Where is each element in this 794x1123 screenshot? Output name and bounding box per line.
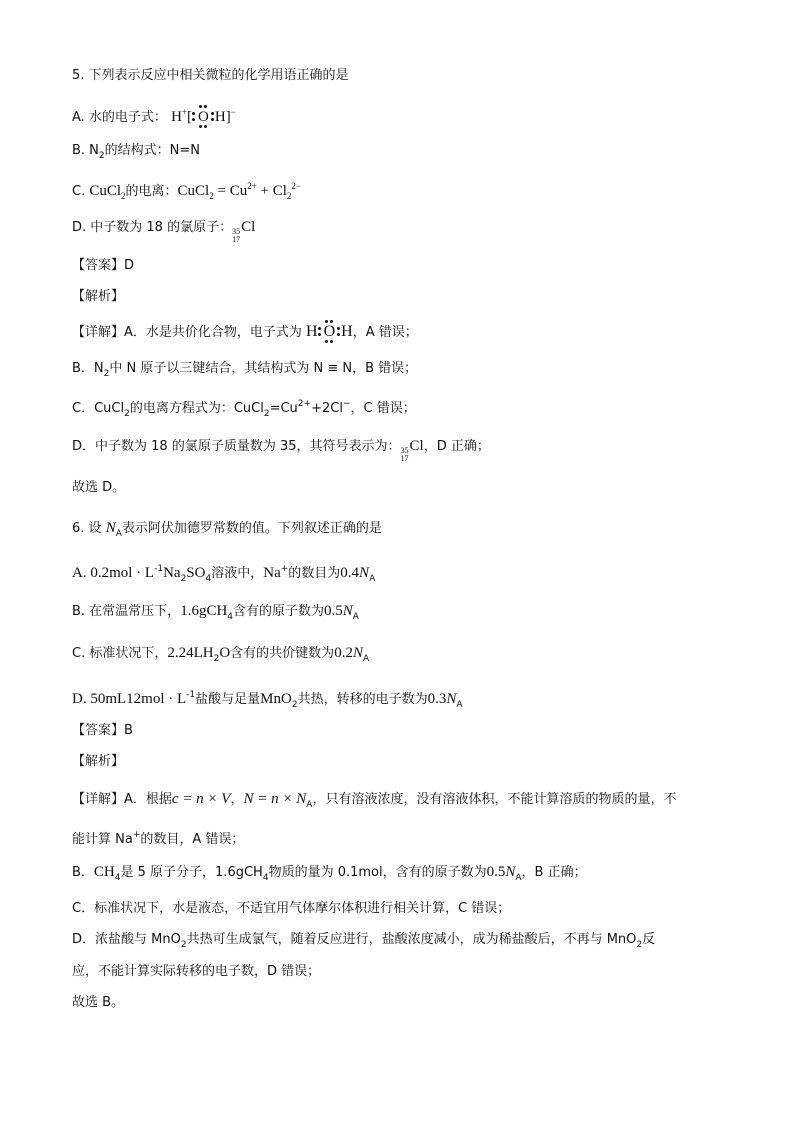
q5-answer: 【答案】D <box>72 258 135 273</box>
q5-option-a: A. 水的电子式： H+[ O H]− <box>72 102 236 128</box>
q5-choose: 故选 D。 <box>72 480 126 495</box>
q5-detail-b: B．$N_2$中 N 原子以三键结合，其结构式为 N ≡ N，B 错误； <box>72 361 418 379</box>
q5-stem: 5. 下列表示反应中相关微粒的化学用语正确的是 <box>72 68 349 83</box>
q6-detail-a: 【详解】A．根据c = n × V，$N = n \times N_A$，只有溶液浓度，没有溶液体积，不能计算溶质的物质的量，不 <box>72 791 677 810</box>
water-wrong-formula: H+[ O H]− <box>171 109 236 125</box>
q5-option-d: D. 中子数为 18 的氯原子： 35 17 Cl <box>72 219 256 244</box>
q5-detail-a: 【详解】A．水是共价化合物，电子式为 H O H，A 错误； <box>72 322 418 343</box>
q6-detail-d-cont: 应，不能计算实际转移的电子数，D 错误； <box>72 964 321 979</box>
q6-stem: 6. 设 $N_A$表示阿伏加德罗常数的值。下列叙述正确的是 <box>72 520 382 539</box>
q6-option-d: D. $50mL12mol \cdot L^{-1}$盐酸与足量MnO$_2$共热，转移的电子数为$0.3N_A$ <box>72 690 463 710</box>
q6-option-a: A. $0.2mol \cdot L^{-1}Na_2SO_4$溶液中，Na+的数目为$0.4N_A$ <box>72 564 376 584</box>
q5-option-b: B. $N_2$的结构式：N=N <box>72 143 200 161</box>
q5-detail-d: D．中子数为 18 的氯原子质量数为 35，其符号表示为： 35 17 Cl，D 正确； <box>72 438 490 463</box>
q5-option-c: C. CuCl$_2$的电离：CuCl$_2$ = $Cu^{2+} + Cl_2^{2-}$ <box>72 181 301 201</box>
q6-answer: 【答案】B <box>72 723 133 738</box>
q6-option-b: B. 在常温常压下，1.6gCH$_4$含有的原子数为$0.5N_A$ <box>72 603 359 622</box>
q6-analysis-heading: 【解析】 <box>72 754 125 769</box>
isotope-notation: 35 17 <box>232 227 241 244</box>
q6-detail-b: B．$CH_4$是 5 原子分子，1.6gCH$_4$物质的量为 0.1mol，含有的原子数为$0.5N_A$，B 正确； <box>72 864 587 883</box>
q6-detail-d: D．浓盐酸与 MnO$_2$共热可生成氯气，随着反应进行，盐酸浓度减小，成为稀盐酸后，不再与 MnO$_2$反 <box>72 932 656 950</box>
q6-choose: 故选 B。 <box>72 995 125 1010</box>
q6-detail-c: C．标准状况下，水是液态，不适宜用气体摩尔体积进行相关计算，C 错误； <box>72 901 511 916</box>
q6-detail-a-cont: 能计算 Na+的数目，A 错误； <box>72 830 245 847</box>
q5-analysis-heading: 【解析】 <box>72 289 125 304</box>
q5-detail-c: C．CuCl$_2$的电离方程式为：$CuCl_2=Cu^{2+}+2Cl^-$，C 错误； <box>72 399 416 419</box>
q6-option-c: C. 标准状况下，$2.24LH_2O$含有的共价键数为$0.2N_A$ <box>72 645 370 664</box>
water-correct-formula: H O H <box>306 323 353 340</box>
